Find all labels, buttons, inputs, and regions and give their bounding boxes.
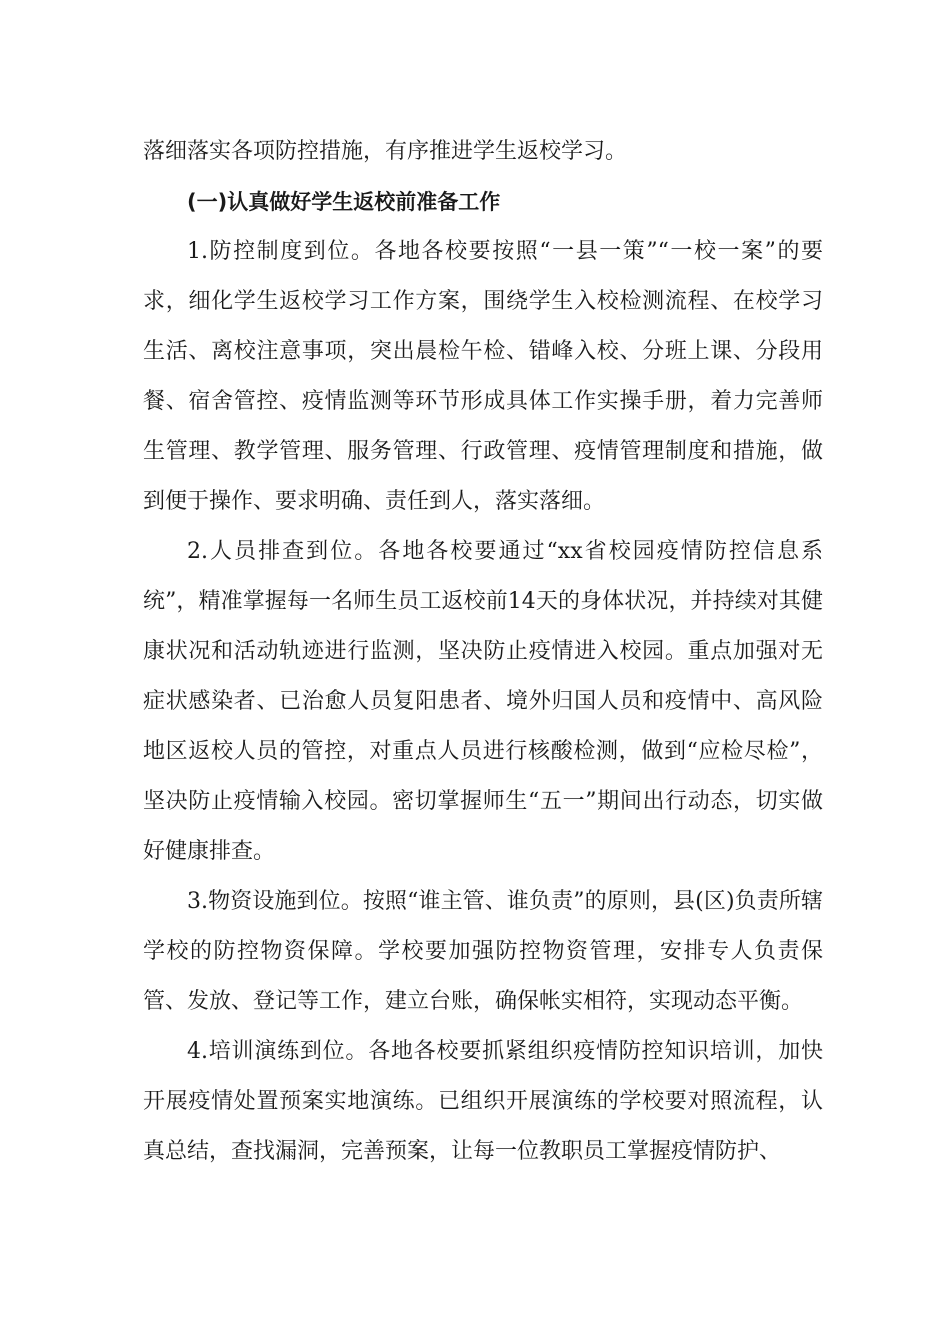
paragraph-4: 4.培训演练到位。各地各校要抓紧组织疫情防控知识培训，加快开展疫情处置预案实地演练。已组织开展演练的学校要对照流程，认真总结，查找漏洞，完善预案，让每一位教职员工掌握疫情防护、: [143, 1039, 823, 1164]
continuation-paragraph: 落细落实各项防控措施，有序推进学生返校学习。: [143, 139, 628, 164]
document-body: [143, 127, 823, 1177]
paragraph-1: 1.防控制度到位。各地各校要按照“一县一策”“一校一案”的要求，细化学生返校学习工作方案，围绕学生入校检测流程、在校学习生活、离校注意事项，突出晨检午检、错峰入校、分班上课、分段用餐、宿舍管控、疫情监测等环节形成具体工作实操手册，着力完善师生管理、教学管理、服务管理、行政管理、疫情管理制度和措施，做到便于操作、要求明确、责任到人，落实落细。: [143, 239, 823, 514]
paragraph-3: 3.物资设施到位。按照“谁主管、谁负责”的原则，县(区)负责所辖学校的防控物资保障。学校要加强防控物资管理，安排专人负责保管、发放、登记等工作，建立台账，确保帐实相符，实现动态平衡。: [143, 889, 823, 1014]
paragraph-2: 2.人员排查到位。各地各校要通过“xx省校园疫情防控信息系统”，精准掌握每一名师生员工返校前14天的身体状况，并持续对其健康状况和活动轨迹进行监测，坚决防止疫情进入校园。重点加强对无症状感染者、已治愈人员复阳患者、境外归国人员和疫情中、高风险地区返校人员的管控，对重点人员进行核酸检测，做到“应检尽检”，坚决防止疫情输入校园。密切掌握师生“五一”期间出行动态，切实做好健康排查。: [143, 539, 823, 864]
section-heading: (一)认真做好学生返校前准备工作: [187, 190, 501, 214]
